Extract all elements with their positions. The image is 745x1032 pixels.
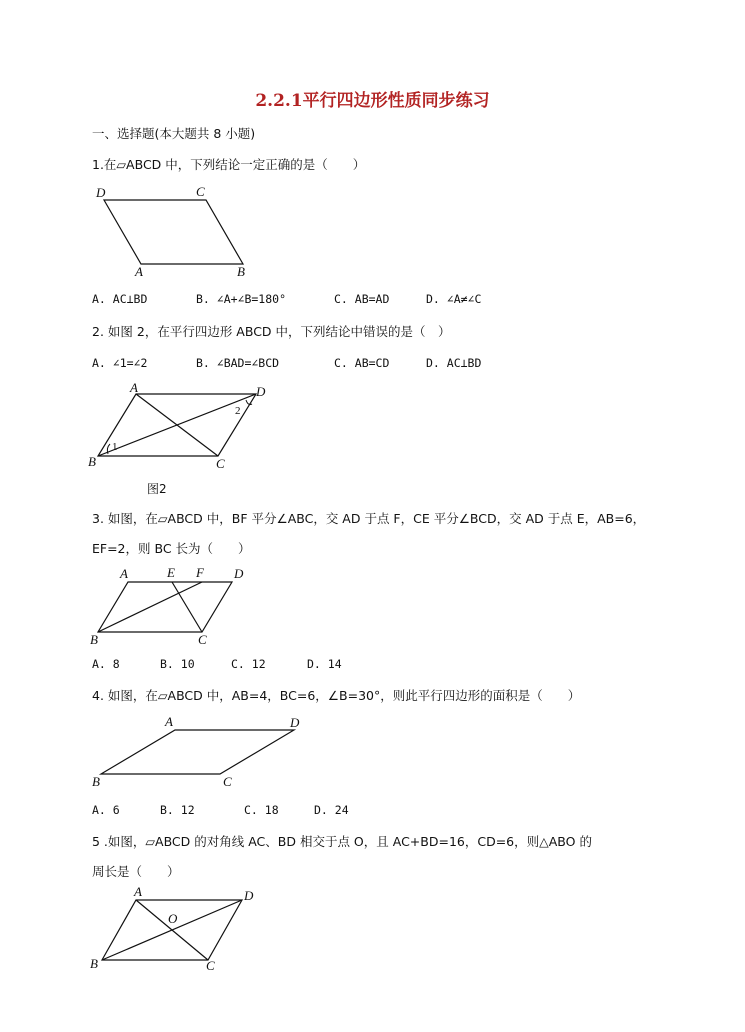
question-3-option-d: D. 14 xyxy=(307,657,342,671)
vertex-label-c: C xyxy=(196,184,205,199)
question-3-option-b: B. 10 xyxy=(160,657,195,671)
question-2-option-a: A. ∠1=∠2 xyxy=(92,356,148,370)
vertex-label-a: A xyxy=(120,566,128,581)
parallelogram-abcd xyxy=(101,730,294,774)
question-1-option-d: D. ∠A≠∠C xyxy=(426,292,482,306)
question-5-figure xyxy=(88,886,268,976)
vertex-label-c: C xyxy=(206,958,215,973)
vertex-label-b: B xyxy=(88,454,96,469)
question-1-stem: 1.在▱ABCD 中，下列结论一定正确的是（ ） xyxy=(92,157,366,172)
vertex-label-b: B xyxy=(90,632,98,647)
vertex-label-b: B xyxy=(92,774,100,789)
question-4-option-c: C. 18 xyxy=(244,803,279,817)
vertex-label-a: A xyxy=(135,264,143,279)
page-title: 2.2.1平行四边形性质同步练习 xyxy=(255,91,490,111)
question-3-stem-line-2: EF=2，则 BC 长为（ ） xyxy=(92,541,251,556)
point-label-o: O xyxy=(168,911,178,926)
section-heading: 一、选择题(本大题共 8 小题) xyxy=(92,126,256,141)
vertex-label-a: A xyxy=(165,714,173,729)
question-3-option-c: C. 12 xyxy=(231,657,266,671)
question-1-option-a: A. AC⊥BD xyxy=(92,292,148,306)
question-1-figure xyxy=(90,180,260,280)
point-label-f: F xyxy=(196,565,204,580)
point-label-e: E xyxy=(167,565,175,580)
parallelogram-abcd xyxy=(104,200,243,264)
question-4-option-b: B. 12 xyxy=(160,803,195,817)
parallelogram-abcd xyxy=(98,582,232,632)
question-1-option-c: C. AB=AD xyxy=(334,292,390,306)
vertex-label-a: A xyxy=(130,380,138,395)
question-5-stem-line-1: 5 .如图，▱ABCD 的对角线 AC、BD 相交于点 O，且 AC+BD=16，CD=6，则△ABO 的 xyxy=(92,834,592,849)
question-2-option-d: D. AC⊥BD xyxy=(426,356,482,370)
question-4-option-a: A. 6 xyxy=(92,803,120,817)
vertex-label-b: B xyxy=(90,956,98,971)
question-3-figure xyxy=(88,566,258,651)
question-4-option-d: D. 24 xyxy=(314,803,349,817)
question-2-option-b: B. ∠BAD=∠BCD xyxy=(196,356,280,370)
angle-1-arc xyxy=(107,444,110,454)
vertex-label-d: D xyxy=(234,566,244,581)
angle-label-2: 2 xyxy=(235,405,241,417)
vertex-label-d: D xyxy=(244,888,254,903)
diagonal-bd xyxy=(98,394,256,456)
vertex-label-d: D xyxy=(256,384,266,399)
question-2-option-c: C. AB=CD xyxy=(334,356,390,370)
angle-label-1: 1 xyxy=(112,441,118,453)
question-2-figure xyxy=(88,380,278,474)
question-2-stem: 2. 如图 2，在平行四边形 ABCD 中，下列结论中错误的是（ ） xyxy=(92,324,451,339)
question-1-option-b: B. ∠A+∠B=180° xyxy=(196,292,287,306)
question-2-figure-caption: 图2 xyxy=(147,482,167,496)
question-3-option-a: A. 8 xyxy=(92,657,120,671)
question-4-figure xyxy=(90,714,310,794)
question-4-stem: 4. 如图，在▱ABCD 中，AB=4，BC=6，∠B=30°，则此平行四边形的面积是（ ） xyxy=(92,688,581,703)
question-3-stem-line-1: 3. 如图，在▱ABCD 中，BF 平分∠ABC，交 AD 于点 F，CE 平分∠BCD，交 AD 于点 E，AB=6， xyxy=(92,511,646,526)
vertex-label-b: B xyxy=(237,264,245,279)
vertex-label-d: D xyxy=(290,715,300,730)
vertex-label-d: D xyxy=(96,185,106,200)
vertex-label-c: C xyxy=(223,774,232,789)
diagonal-bd xyxy=(102,900,242,960)
vertex-label-c: C xyxy=(216,456,225,471)
vertex-label-a: A xyxy=(134,884,142,899)
question-5-stem-line-2: 周长是（ ） xyxy=(92,864,180,879)
vertex-label-c: C xyxy=(198,632,207,647)
